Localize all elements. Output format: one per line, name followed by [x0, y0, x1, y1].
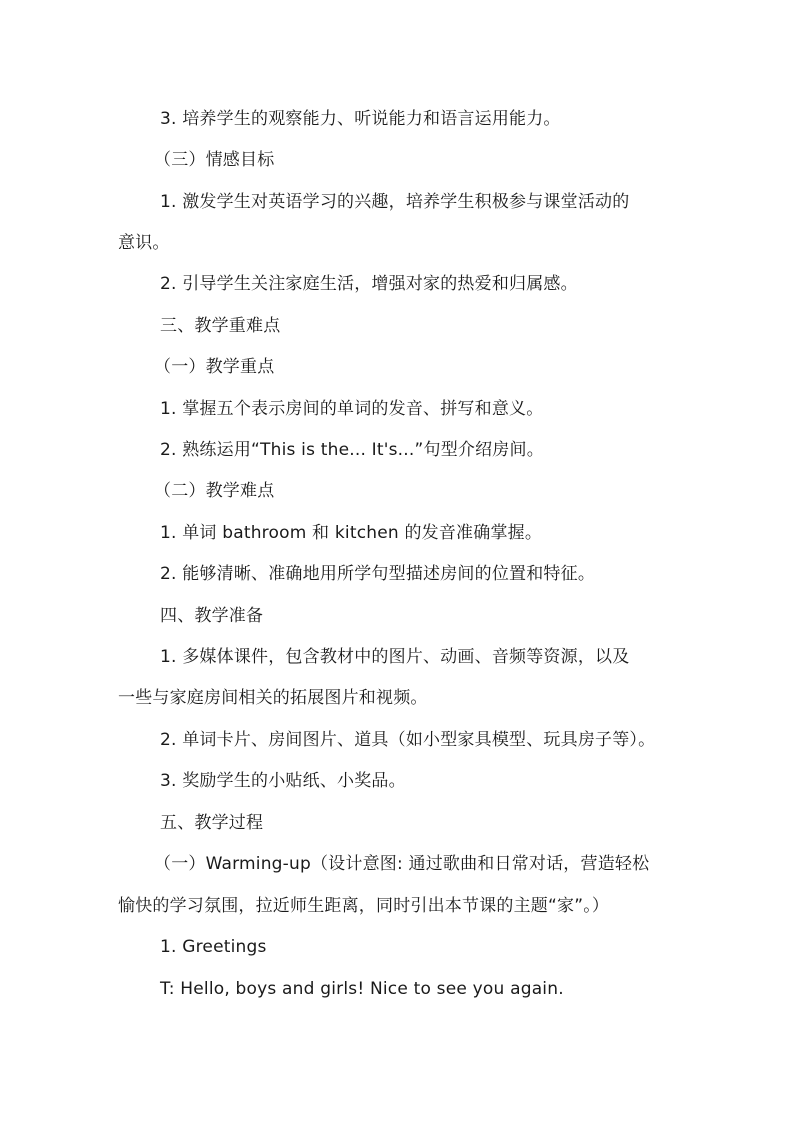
prep-item-1: 1. 多媒体课件，包含教材中的图片、动画、音频等资源，以及: [160, 647, 630, 667]
emotion-item-2: 2. 引导学生关注家庭生活，增强对家的热爱和归属感。: [160, 274, 578, 294]
goal-item-3: 3. 培养学生的观察能力、听说能力和语言运用能力。: [160, 109, 561, 129]
emotion-item-1-cont: 意识。: [118, 233, 170, 253]
prep-item-2: 2. 单词卡片、房间图片、道具（如小型家具模型、玩具房子等）。: [160, 730, 656, 750]
subheading-key: （一）教学重点: [154, 357, 275, 377]
heading-key-points: 三、教学重难点: [160, 316, 281, 336]
warming-up-cont: 愉快的学习氛围，拉近师生距离，同时引出本节课的主题“家”。）: [118, 896, 610, 916]
heading-preparation: 四、教学准备: [160, 606, 264, 626]
subheading-difficult: （二）教学难点: [154, 481, 275, 501]
prep-item-1-cont: 一些与家庭房间相关的拓展图片和视频。: [118, 688, 428, 708]
teacher-line: T: Hello, boys and girls! Nice to see you again.: [160, 979, 564, 999]
key-item-1: 1. 掌握五个表示房间的单词的发音、拼写和意义。: [160, 399, 544, 419]
difficult-item-1: 1. 单词 bathroom 和 kitchen 的发音准确掌握。: [160, 523, 543, 543]
section-heading-emotion: （三）情感目标: [154, 150, 275, 170]
greetings-heading: 1. Greetings: [160, 937, 267, 957]
subheading-warming-up: （一）Warming-up（设计意图: 通过歌曲和日常对话，营造轻松: [154, 854, 650, 874]
emotion-item-1: 1. 激发学生对英语学习的兴趣，培养学生积极参与课堂活动的: [160, 192, 630, 212]
prep-item-3: 3. 奖励学生的小贴纸、小奖品。: [160, 771, 406, 791]
difficult-item-2: 2. 能够清晰、准确地用所学句型描述房间的位置和特征。: [160, 564, 596, 584]
key-item-2: 2. 熟练运用“This is the... It's...”句型介绍房间。: [160, 440, 544, 460]
heading-process: 五、教学过程: [160, 813, 264, 833]
